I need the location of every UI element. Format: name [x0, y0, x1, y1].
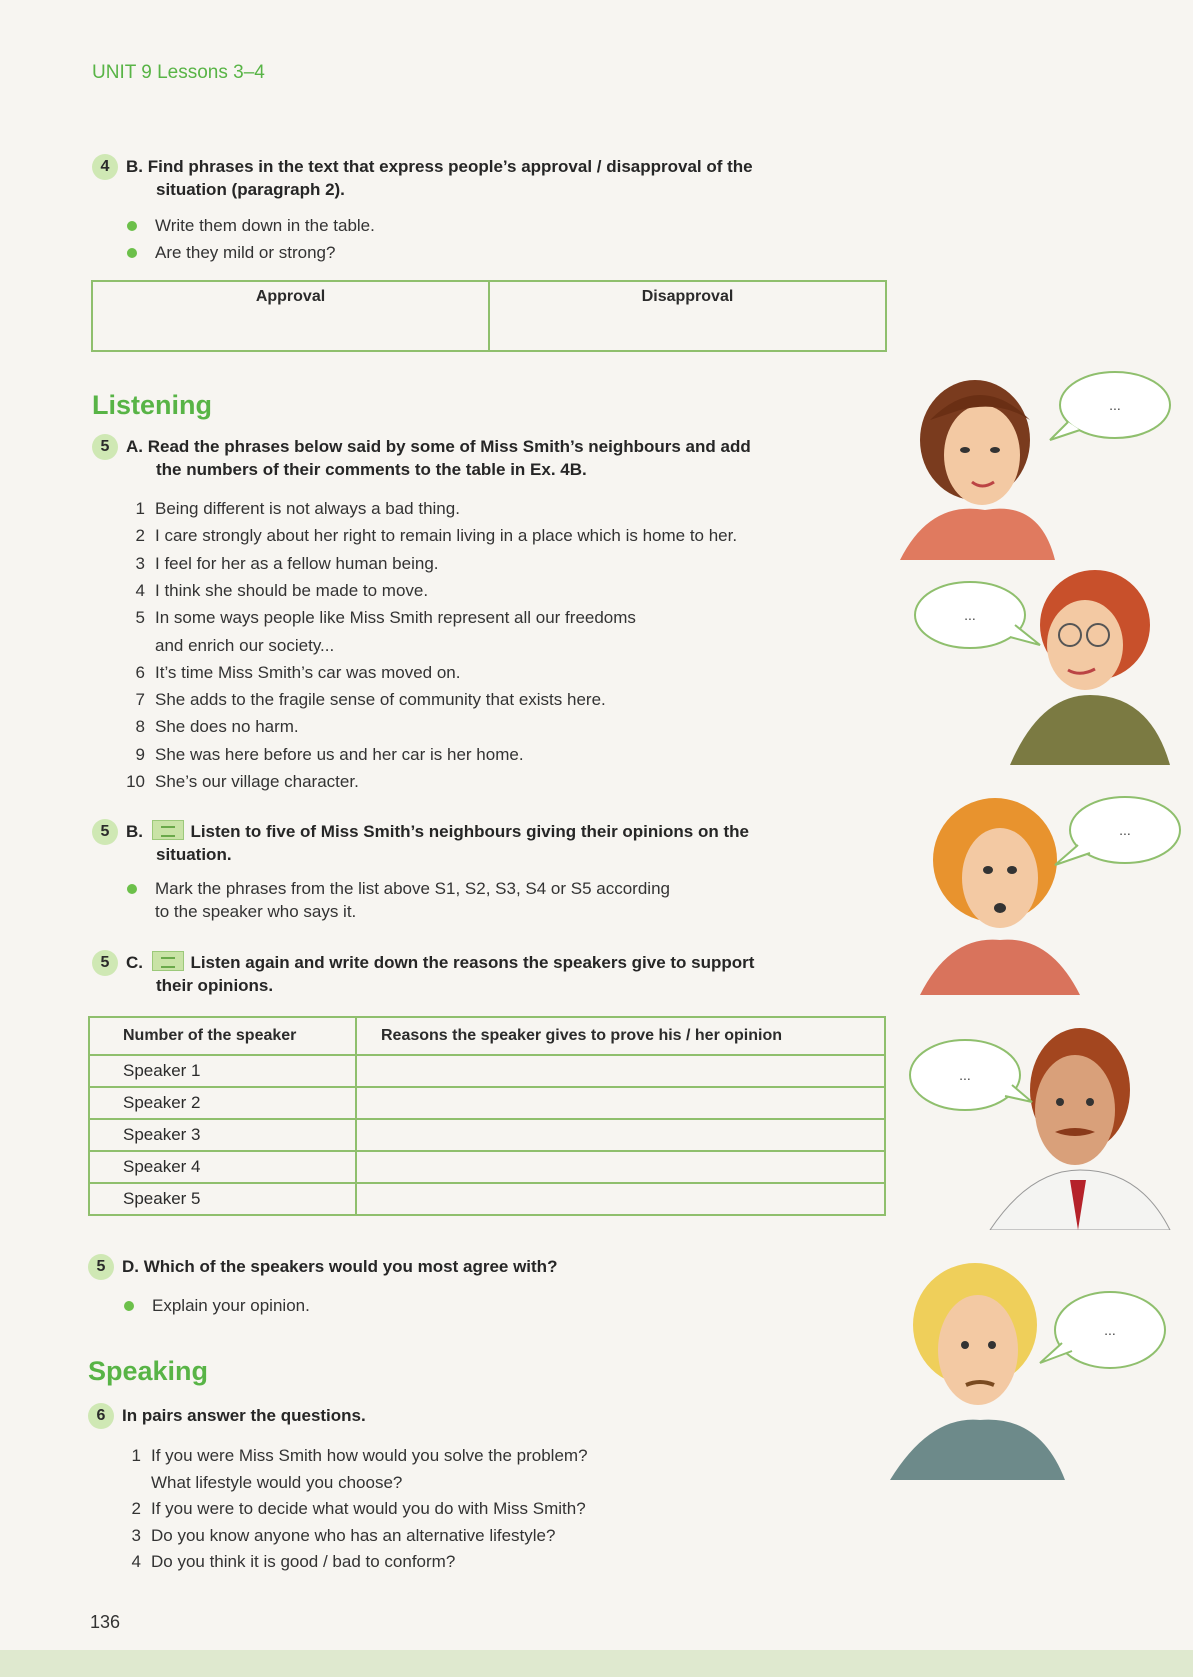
speaker-cell: Speaker 1: [89, 1055, 356, 1087]
speaker-cell: Speaker 3: [89, 1119, 356, 1151]
bullet-dot-icon: [124, 1301, 134, 1311]
exercise-4b-title-line1: B. Find phrases in the text that express people’s approval / disapproval of the: [126, 157, 753, 176]
table-row: [89, 1151, 885, 1183]
list-text: If you were Miss Smith how would you solve the problem?: [151, 1446, 588, 1465]
speech-bubble-text: ...: [959, 1067, 971, 1083]
page-number: 136: [90, 1612, 121, 1632]
speaker-cell: Speaker 5: [89, 1183, 356, 1215]
bullet-item: Mark the phrases from the list above S1, S2, S3, S4 or S5 according to the speaker who says it.: [155, 877, 670, 923]
bullet-dot-icon: [127, 221, 137, 231]
exercise-5b-title-line1: Listen to five of Miss Smith’s neighbours giving their opinions on the: [190, 822, 749, 841]
exercise-6-title: In pairs answer the questions.: [122, 1406, 366, 1425]
exercise-number-badge: 6: [88, 1403, 114, 1429]
list-text: I feel for her as a fellow human being.: [155, 553, 439, 573]
exercise-5a-title: [126, 435, 751, 481]
unit-header: UNIT 9 Lessons 3–4: [92, 62, 265, 83]
audio-icon: [152, 951, 184, 971]
exercise-number-badge: 5: [88, 1254, 114, 1280]
list-text: It’s time Miss Smith’s car was moved on.: [155, 662, 461, 682]
list-text: Do you think it is good / bad to conform?: [151, 1552, 456, 1571]
reason-cell: [356, 1055, 885, 1087]
list-number: 1: [135, 499, 145, 518]
speech-bubble-text: ...: [1104, 1322, 1116, 1338]
speaker-illustration-5: [890, 1255, 1180, 1480]
speaker-illustration-4: [900, 1020, 1190, 1230]
reason-cell: [356, 1183, 885, 1215]
list-number: 1: [131, 1446, 141, 1465]
bullet-dot-icon: [127, 884, 137, 894]
exercise-number-badge: 5: [92, 434, 118, 460]
speaker-cell: Speaker 4: [89, 1151, 356, 1183]
table-row: [89, 1087, 885, 1119]
exercise-4b-title: [126, 155, 753, 201]
list-text: What lifestyle would you choose?: [151, 1472, 403, 1492]
bullet-item: Explain your opinion.: [152, 1294, 310, 1317]
list-text: Do you know anyone who has an alternative lifestyle?: [151, 1525, 556, 1545]
reason-cell: [356, 1151, 885, 1183]
list-text: She’s our village character.: [155, 772, 359, 791]
list-number: 4: [131, 1552, 141, 1571]
list-text: If you were to decide what would you do with Miss Smith?: [151, 1499, 586, 1518]
section-heading-listening: Listening: [92, 390, 212, 420]
exercise-label: B.: [126, 822, 143, 841]
list-number: 8: [135, 717, 145, 737]
exercise-5b-title: [126, 820, 749, 866]
speaker-illustration-2: [900, 565, 1190, 765]
list-number: 5: [135, 608, 145, 628]
bullet-dot-icon: [127, 248, 137, 258]
reason-cell: [356, 1119, 885, 1151]
exercise-5c-title-line2: their opinions.: [156, 976, 274, 995]
list-text: I care strongly about her right to remain living in a place which is home to her.: [155, 526, 738, 546]
table-row: [89, 1055, 885, 1087]
audio-icon: [152, 820, 184, 840]
exercise-number-badge: 5: [92, 950, 118, 976]
exercise-5c-title: [126, 951, 754, 997]
list-text: I think she should be made to move.: [155, 580, 429, 600]
list-text: and enrich our society...: [155, 635, 335, 655]
table-row: [89, 1119, 885, 1151]
disapproval-column-header: Disapproval: [489, 281, 886, 351]
list-text: In some ways people like Miss Smith represent all our freedoms: [155, 608, 636, 628]
speech-bubble-text: ...: [964, 607, 976, 623]
exercise-5d-title: D. Which of the speakers would you most agree with?: [122, 1257, 558, 1276]
approval-table: [91, 280, 887, 352]
list-number: 3: [135, 553, 145, 573]
speaker-column-header: Number of the speaker: [89, 1017, 356, 1055]
list-number: 9: [135, 744, 145, 764]
exercise-5c-title-line1: Listen again and write down the reasons the speakers give to support: [190, 953, 755, 972]
list-number: 2: [131, 1499, 141, 1518]
list-number: 2: [135, 526, 145, 546]
speaker-cell: Speaker 2: [89, 1087, 356, 1119]
bottom-band: [0, 1650, 1193, 1677]
exercise-5a-title-line2: the numbers of their comments to the table in Ex. 4B.: [156, 460, 587, 479]
list-text: She does no harm.: [155, 717, 299, 737]
exercise-label: C.: [126, 953, 143, 972]
list-number: 10: [126, 772, 145, 791]
reason-cell: [356, 1087, 885, 1119]
table-row: [89, 1183, 885, 1215]
speaker-reasons-table: [88, 1016, 886, 1216]
section-heading-speaking: Speaking: [88, 1356, 209, 1386]
speaker-illustration-3: [900, 790, 1190, 995]
list-number: 3: [131, 1525, 141, 1545]
bullet-item: Are they mild or strong?: [155, 241, 335, 264]
list-number: 4: [135, 580, 145, 600]
speech-bubble-text: ...: [1119, 822, 1131, 838]
bullet-item: Write them down in the table.: [155, 214, 375, 237]
list-text: She was here before us and her car is her home.: [155, 744, 524, 764]
exercise-number-badge: 5: [92, 819, 118, 845]
exercise-4b-title-line2: situation (paragraph 2).: [156, 180, 345, 199]
approval-column-header: Approval: [92, 281, 489, 351]
list-number: 6: [135, 662, 145, 682]
reasons-column-header: Reasons the speaker gives to prove his / her opinion: [356, 1017, 885, 1055]
speaker-illustration-1: [890, 370, 1180, 560]
speech-bubble-text: ...: [1109, 397, 1121, 413]
exercise-5a-title-line1: A. Read the phrases below said by some of Miss Smith’s neighbours and add: [126, 437, 751, 456]
list-text: Being different is not always a bad thing.: [155, 499, 460, 518]
list-number: 7: [135, 690, 145, 710]
list-text: She adds to the fragile sense of community that exists here.: [155, 690, 606, 710]
exercise-5b-title-line2: situation.: [156, 845, 232, 864]
exercise-number-badge: 4: [92, 154, 118, 180]
